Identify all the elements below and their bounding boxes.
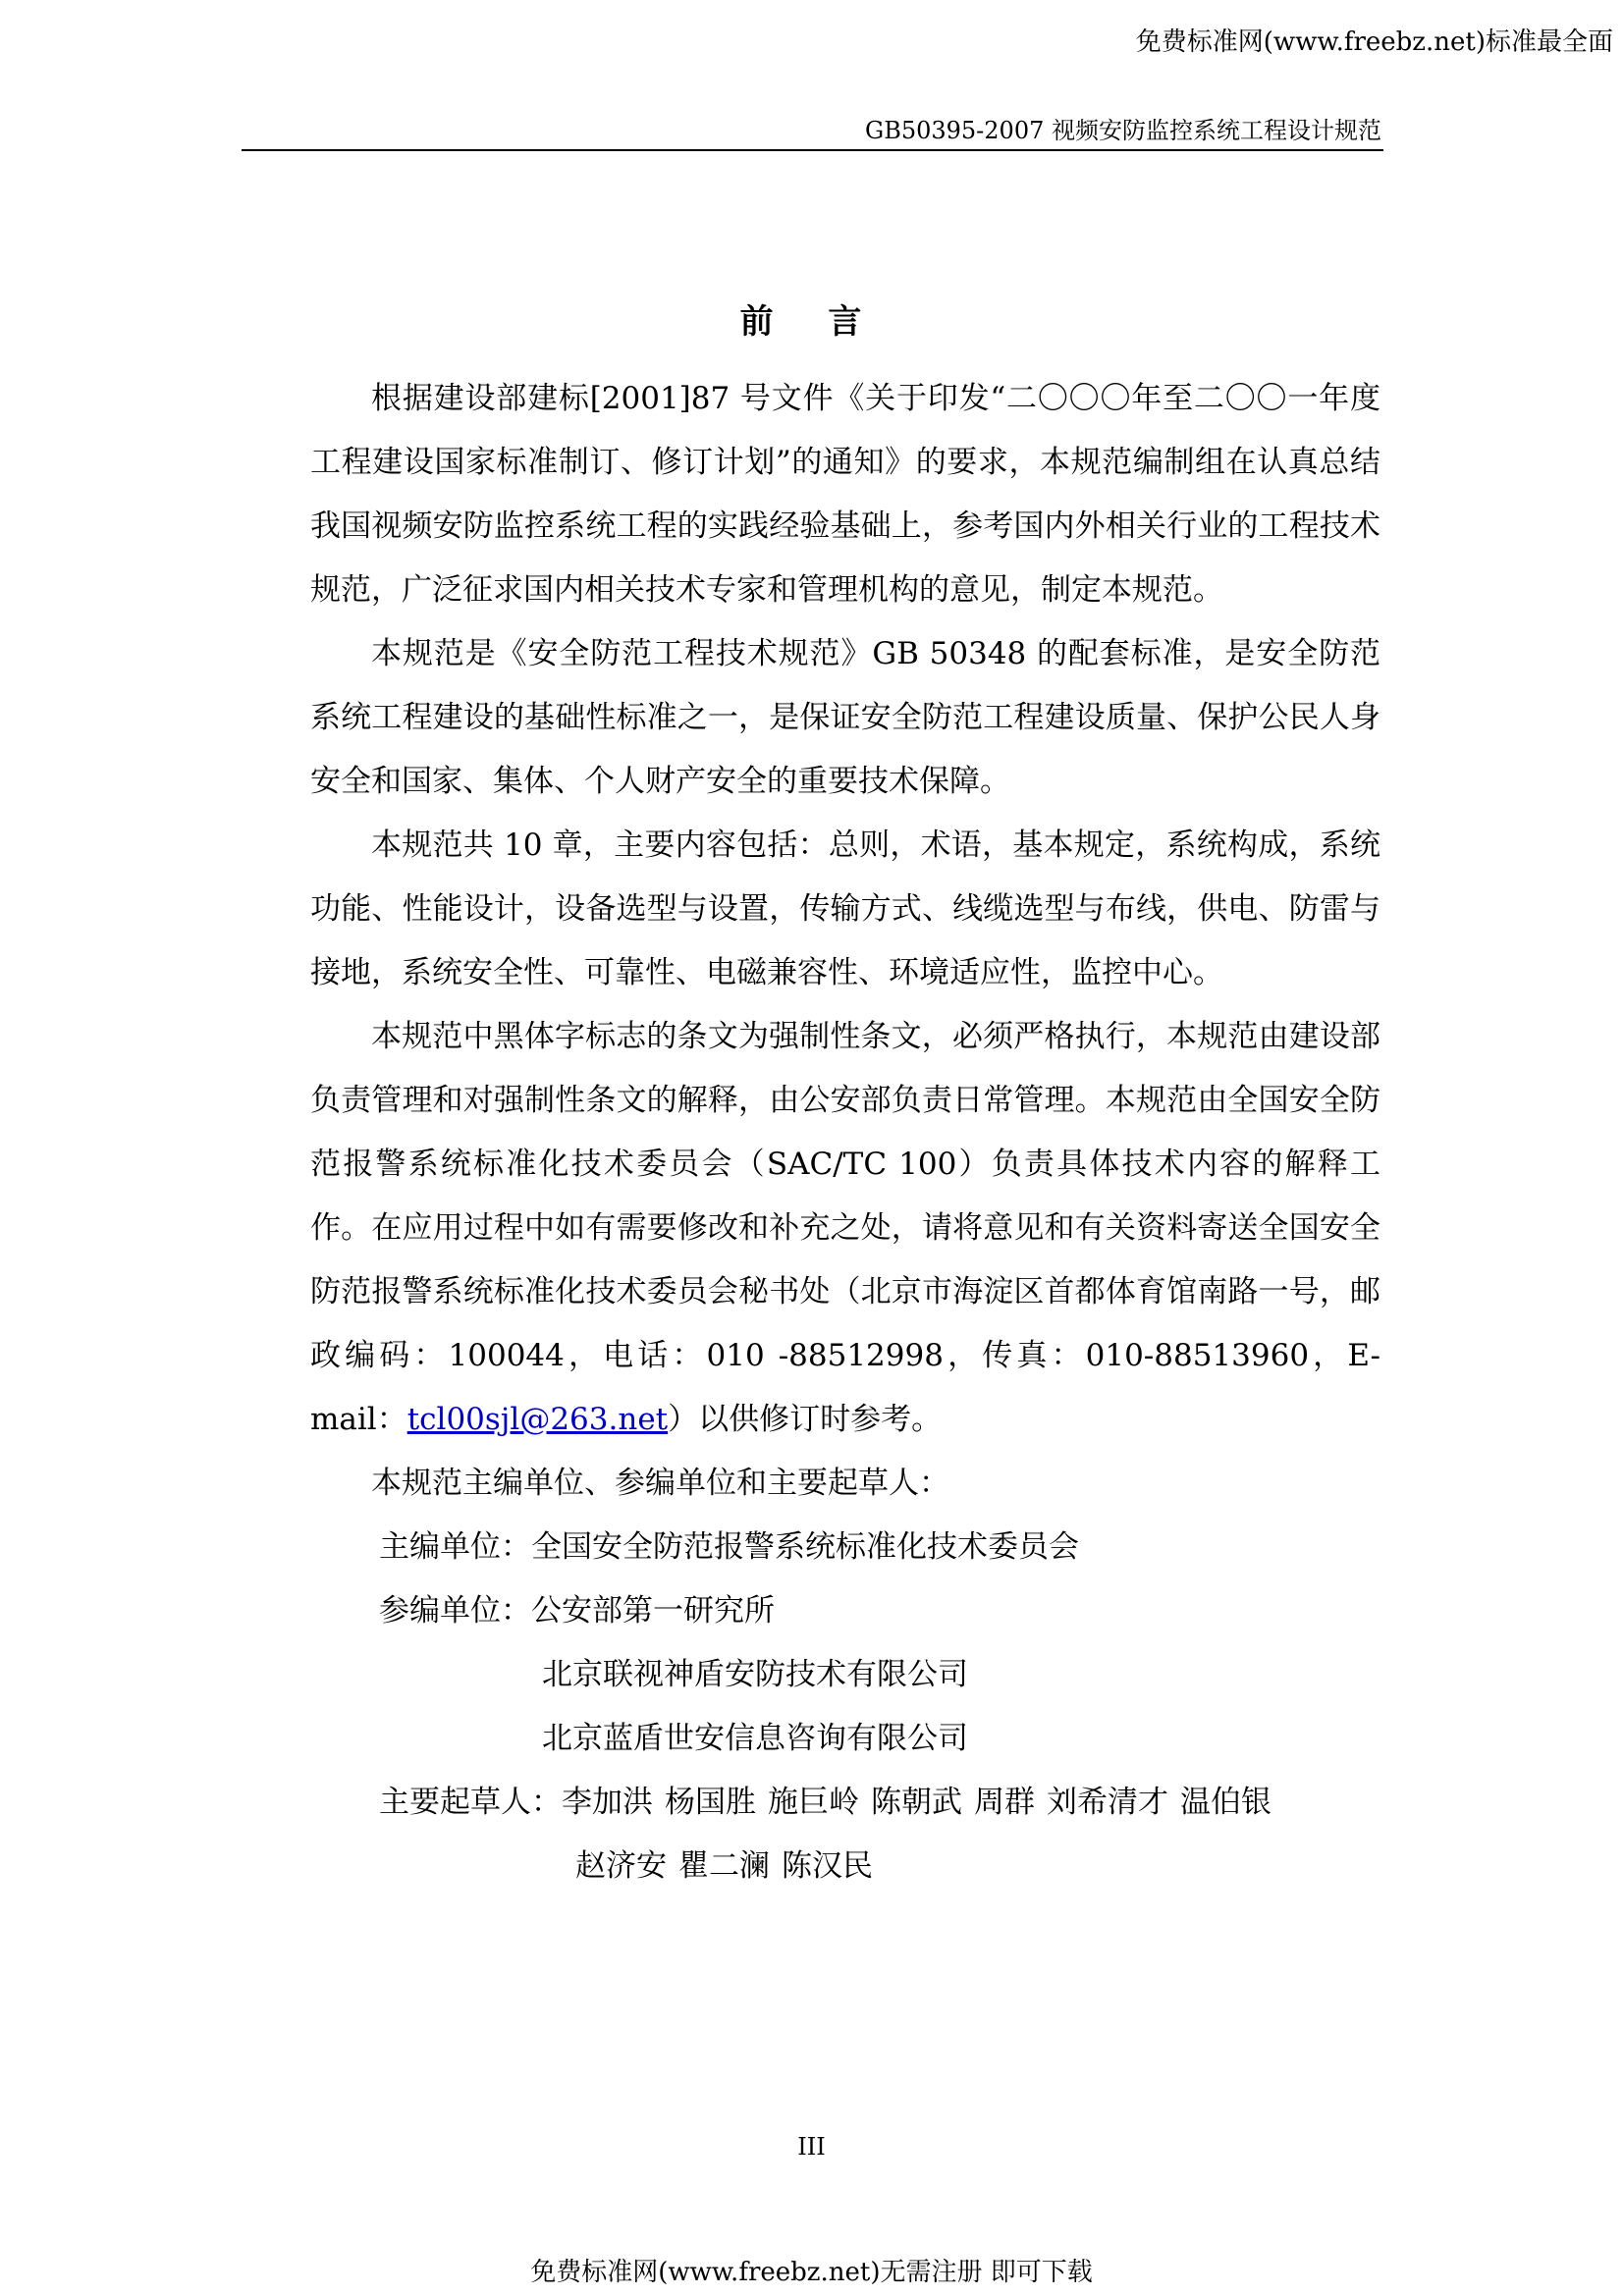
header-rule: [242, 149, 1383, 151]
drafter-name: 周群: [974, 1785, 1035, 1820]
page-title: 前 言: [739, 302, 884, 342]
participating-unit-row: [310, 1579, 1380, 1643]
chief-unit-row: [310, 1516, 1380, 1579]
page-number: III: [797, 2133, 826, 2161]
participating-unit: 北京蓝盾世安信息咨询有限公司: [542, 1721, 968, 1756]
paragraph-contact: [310, 1005, 1380, 1452]
email-link[interactable]: tcl00sjl@263.net: [406, 1402, 669, 1437]
paragraph: 根据建设部建标[2001]87 号文件《关于印发“二〇〇〇年至二〇〇一年度工程建设国家标准制订、修订计划”的通知》的要求，本规范编制组在认真总结我国视频安防监控系统工程的实践经验基础上，参考国内外相关行业的工程技术规范，广泛征求国内相关技术专家和管理机构的意见，制定本规范。: [310, 381, 1380, 608]
drafter-name: 李加洪: [562, 1785, 653, 1820]
participating-unit: 北京联视神盾安防技术有限公司: [542, 1657, 968, 1692]
drafter-name: 温伯银: [1180, 1785, 1271, 1820]
drafter-name: 施巨岭: [768, 1785, 859, 1820]
chief-unit: 全国安全防范报警系统标准化技术委员会: [531, 1529, 1079, 1565]
contact-text-end: ）以供修订时参考。: [668, 1402, 943, 1437]
running-header: GB50395-2007 视频安防监控系统工程设计规范: [865, 117, 1381, 144]
drafter-name: 陈朝武: [871, 1785, 962, 1820]
drafter-name: 杨国胜: [665, 1785, 756, 1820]
paragraph: 本规范共 10 章，主要内容包括：总则，术语，基本规定，系统构成，系统功能、性能设计，设备选型与设置，传输方式、线缆选型与布线，供电、防雷与接地，系统安全性、可靠性、电磁兼容性、环境适应性，监控中心。: [310, 828, 1380, 990]
bottom-watermark: 免费标准网(www.freebz.net)无需注册 即可下载: [530, 2258, 1093, 2287]
drafter-name: 陈汉民: [782, 1848, 873, 1884]
top-watermark: 免费标准网(www.freebz.net)标准最全面: [1135, 27, 1613, 57]
document-body: [310, 367, 1380, 1898]
units-intro: 本规范主编单位、参编单位和主要起草人：: [371, 1466, 949, 1501]
contact-text: 本规范中黑体字标志的条文为强制性条文，必须严格执行，本规范由建设部负责管理和对强制性条文的解释，由公安部负责日常管理。本规范由全国安全防范报警系统标准化技术委员会（SAC/TC 100）负责具体技术内容的解释工作。在应用过程中如有需要修改和补充之处，请将意见和有关资料寄送全国安全防范报警系统标准化技术委员会秘书处（北京市海淀区首都体育馆南路一号，邮政编码：100044，电话：010 -88512998，传真：010-88513960，E-mail：: [310, 1019, 1380, 1437]
participating-unit: 公安部第一研究所: [531, 1593, 775, 1629]
drafter-name: 瞿二澜: [678, 1848, 770, 1884]
drafters-label: 主要起草人：: [379, 1785, 562, 1820]
paragraph: 本规范是《安全防范工程技术规范》GB 50348 的配套标准，是安全防范系统工程建设的基础性标准之一，是保证安全防范工程建设质量、保护公民人身安全和国家、集体、个人财产安全的重要技术保障。: [310, 636, 1380, 799]
participating-label: 参编单位：: [379, 1593, 531, 1629]
drafter-name: 刘希清才: [1047, 1785, 1168, 1820]
drafter-name: 赵济安: [575, 1848, 667, 1884]
drafters-row-2: [310, 1835, 1380, 1898]
drafters-row: [310, 1771, 1380, 1835]
chief-unit-label: 主编单位：: [379, 1529, 531, 1565]
